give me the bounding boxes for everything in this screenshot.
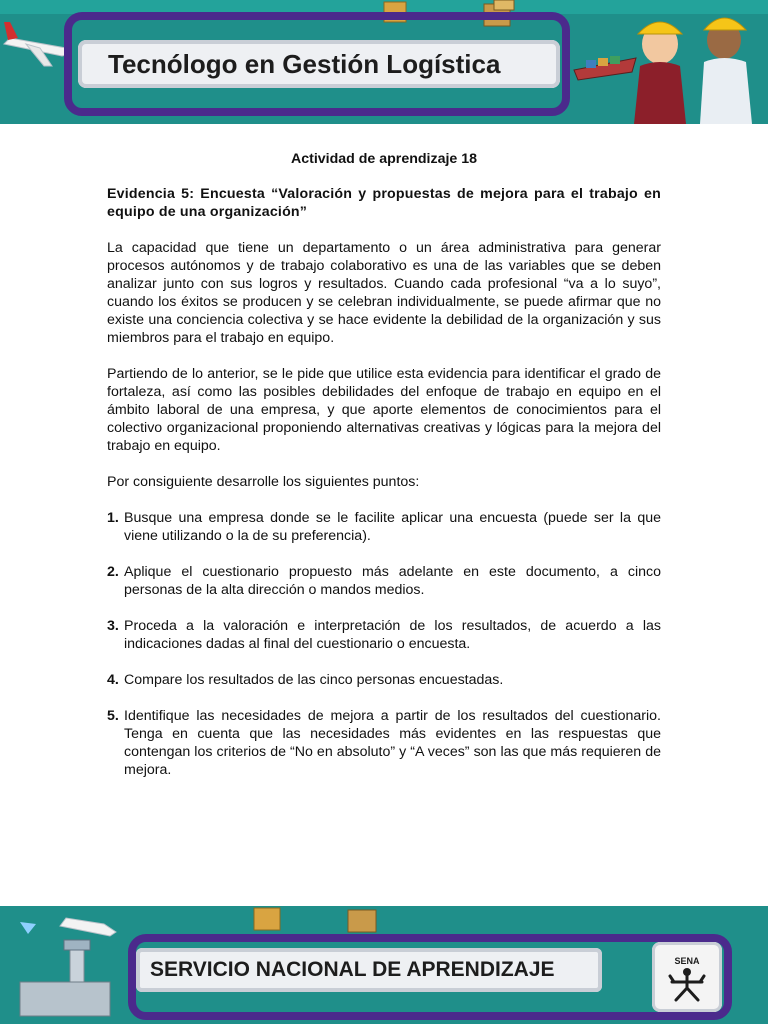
svg-text:SENA: SENA: [674, 956, 700, 966]
list-text: Proceda a la valoración e interpretación de los resultados, de acuerdo a las indicaciones dadas al final del cuestionario o encuesta.: [124, 618, 661, 652]
cargo-boxes-icon: [250, 906, 390, 936]
list-item: [107, 707, 661, 779]
footer-banner: [0, 906, 768, 1024]
points-list: [107, 509, 661, 779]
list-text: Identifique las necesidades de mejora a partir de los resultados del cuestionario. Tenga en cuenta que las necesidades más evidentes en las respuestas que contengan los criterios de “No en absoluto” y “A veces” son las que más requieren de mejora.: [124, 708, 661, 778]
list-item: [107, 617, 661, 653]
header-banner: [0, 0, 768, 124]
list-number: 1.: [107, 510, 119, 526]
sena-logo-icon: [652, 942, 722, 1012]
workers-illustration: [610, 4, 768, 124]
list-item: [107, 671, 661, 689]
airplane-icon: [0, 4, 74, 74]
list-item: [107, 509, 661, 545]
activity-title: Actividad de aprendizaje 18: [290, 151, 478, 167]
footer-title-box: [136, 948, 602, 992]
paragraph: Por consiguiente desarrolle los siguientes puntos:: [107, 474, 420, 490]
evidence-title: Evidencia 5: Encuesta “Valoración y propuestas de mejora para el trabajo en equipo de una organización”: [107, 186, 661, 220]
page-title: Tecnólogo en Gestión Logística: [108, 48, 501, 79]
paragraph: Partiendo de lo anterior, se le pide que utilice esta evidencia para identificar el grado de fortaleza, así como las posibles debilidades del enfoque de trabajo en equipo en el ámbito laboral de una empresa, y que aporte elementos de conocimientos para el colectivo organizacional proponiendo alternativas creativas y lógicas para la mejora del trabajo en equipo.: [107, 366, 661, 454]
list-number: 3.: [107, 618, 119, 634]
list-number: 2.: [107, 564, 119, 580]
sena-logo: [652, 942, 722, 1012]
document-body: [107, 150, 661, 797]
footer-title: SERVICIO NACIONAL DE APRENDIZAJE: [150, 958, 555, 981]
list-text: Busque una empresa donde se le facilite aplicar una encuesta (puede ser la que viene utilizando o la de su preferencia).: [124, 510, 661, 544]
list-item: [107, 563, 661, 599]
list-text: Aplique el cuestionario propuesto más adelante en este documento, a cinco personas de la alta dirección o mandos medios.: [124, 564, 661, 598]
list-text: Compare los resultados de las cinco personas encuestadas.: [124, 672, 504, 688]
paragraph: La capacidad que tiene un departamento o un área administrativa para generar procesos autónomos y de trabajo colaborativo es una de las variables que se deben analizar junto con sus logros y resultados. Cuando cada profesional “va a lo suyo”, cuando los éxitos se producen y se celebran individualmente, se puede afirmar que no existe una conciencia colectiva y se hace evidente la debilidad de la organización y sus miembros para el trabajo en equipo.: [107, 240, 661, 346]
list-number: 4.: [107, 672, 119, 688]
title-box: [78, 40, 560, 88]
list-number: 5.: [107, 708, 119, 724]
airport-illustration: [0, 906, 130, 1024]
